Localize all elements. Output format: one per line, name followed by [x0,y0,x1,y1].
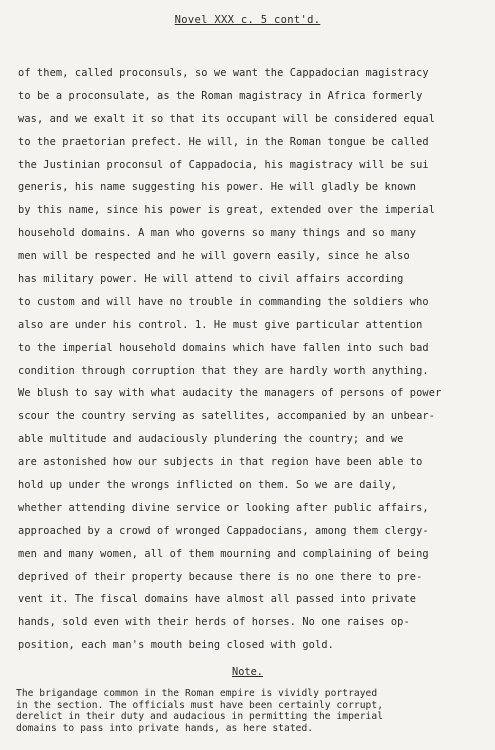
note-line: The brigandage common in the Roman empire is vividly portrayed [16,688,378,699]
text-line: to custom and will have no trouble in commanding the soldiers who [18,295,429,308]
text-line: generis, his name suggesting his power. He will gladly be known [18,181,417,194]
text-line: to the imperial household domains which have fallen into such bad [18,341,429,354]
note-text [16,688,486,734]
body-text [18,62,486,657]
page-header: Novel XXX c. 5 cont'd. [174,14,321,26]
text-line: men will be respected and he will govern easily, since he also [18,250,410,263]
text-line: has military power. He will attend to civil affairs according [18,273,404,286]
text-line: household domains. A man who governs so many things and so many [18,227,417,240]
note-heading: Note. [232,666,263,678]
text-line: approached by a crowd of wronged Cappadocians, among them clergy- [18,524,429,537]
text-line: hold up under the wrongs inflicted on them. So we are daily, [18,479,398,492]
text-line: by this name, since his power is great, extended over the imperial [18,204,436,217]
note-line: in the section. The officials must have been certainly corrupt, [16,699,384,711]
text-line: of them, called proconsuls, so we want the Cappadocian magistracy [18,67,429,79]
text-line: whether attending divine service or looking after public affairs, [18,501,429,514]
text-line: also are under his control. 1. He must give particular attention [18,318,423,331]
text-line: the Justinian proconsul of Cappadocia, his magistracy will be sui [18,158,429,171]
text-line: deprived of their property because there is no one there to pre- [18,570,423,583]
text-line: vent it. The fiscal domains have almost all passed into private [18,593,417,606]
text-line: was, and we exalt it so that its occupant will be considered equal [18,112,436,125]
note-line: domains to pass into private hands, as here stated. [16,722,314,734]
text-line: able multitude and audaciously plundering the country; and we [18,433,404,446]
text-line: position, each man's mouth being closed with gold. [18,639,334,652]
text-line: men and many women, all of them mourning and complaining of being [18,547,429,560]
text-line: condition through corruption that they are hardly worth anything. [18,364,429,377]
text-line: to be a proconsulate, as the Roman magistracy in Africa formerly [18,89,423,102]
text-line: hands, sold even with their herds of horses. No one raises op- [18,616,410,629]
note-line: derelict in their duty and audacious in permitting the imperial [16,711,384,722]
text-line: scour the country serving as satellites, accompanied by an unbear- [18,410,436,423]
text-line: to the praetorian prefect. He will, in the Roman tongue be called [18,135,429,148]
text-line: We blush to say with what audacity the managers of persons of power [18,387,442,400]
text-line: are astonished how our subjects in that region have been able to [18,456,423,469]
